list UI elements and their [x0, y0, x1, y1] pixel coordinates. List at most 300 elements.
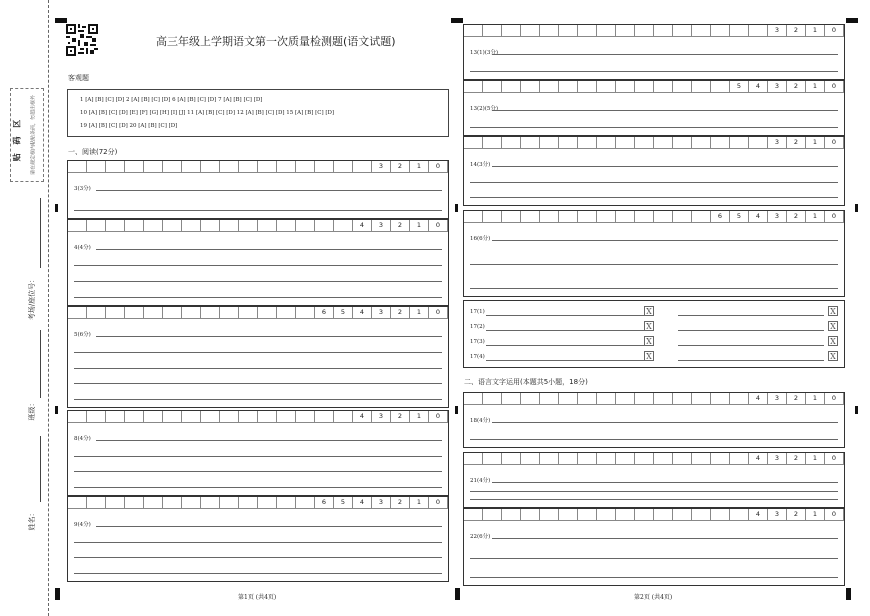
answer-line[interactable] — [492, 166, 838, 167]
blank-grid-cell — [87, 497, 106, 508]
answer-line[interactable] — [470, 127, 838, 128]
blank-grid-cell — [559, 25, 578, 36]
question-label: 4(4分) — [74, 245, 91, 251]
score-cell[interactable]: 0 — [429, 161, 448, 172]
blank-grid-cell — [182, 220, 201, 231]
score-cell[interactable]: 2 — [391, 411, 410, 422]
score-grid — [68, 497, 448, 509]
blank-grid-cell — [220, 220, 239, 231]
blank-grid-cell — [654, 81, 673, 92]
blank-grid-cell — [315, 411, 334, 422]
answer-box-q13-2 — [463, 80, 845, 136]
score-cell[interactable]: 0 — [429, 220, 448, 231]
blank-grid-cell — [521, 453, 540, 464]
answer-line[interactable] — [470, 577, 838, 578]
qr-code — [66, 24, 98, 56]
blank-grid-cell — [521, 393, 540, 404]
blank-grid-cell — [540, 211, 559, 222]
answer-box-q16 — [463, 210, 845, 297]
score-cell[interactable]: 1 — [410, 307, 429, 318]
score-cell[interactable]: 4 — [353, 497, 372, 508]
blank-grid-cell — [578, 453, 597, 464]
blank-grid-cell — [296, 411, 315, 422]
blank-grid-cell — [182, 411, 201, 422]
answer-box-q17 — [463, 300, 845, 368]
answer-line[interactable] — [96, 526, 442, 527]
score-cell[interactable]: 2 — [787, 211, 806, 222]
blank-grid-cell — [144, 411, 163, 422]
blank-grid-cell — [87, 411, 106, 422]
score-cell[interactable]: 0 — [429, 307, 448, 318]
score-cell[interactable]: 4 — [749, 81, 768, 92]
answer-box-q14 — [463, 136, 845, 206]
answer-line[interactable] — [486, 315, 644, 316]
blank-grid-cell — [144, 220, 163, 231]
score-cell[interactable]: 6 — [315, 307, 334, 318]
blank-grid-cell — [483, 25, 502, 36]
answer-line[interactable] — [74, 352, 442, 353]
blank-grid-cell — [616, 509, 635, 520]
answer-line[interactable] — [74, 297, 442, 298]
score-grid — [68, 307, 448, 319]
timing-mark — [455, 204, 458, 212]
answer-line[interactable] — [96, 440, 442, 441]
blank-grid-cell — [483, 393, 502, 404]
blank-grid-cell — [711, 81, 730, 92]
score-cell[interactable]: 3 — [372, 411, 391, 422]
score-cell[interactable]: 1 — [806, 211, 825, 222]
blank-grid-cell — [296, 161, 315, 172]
blank-grid-cell — [635, 137, 654, 148]
corner-mark — [846, 18, 858, 23]
section-title-reading: 一、阅读(72分) — [68, 148, 118, 156]
objective-row[interactable]: 10 [A] [B] [C] [D] [E] [F] [G] [H] [I] [J] 11 [A] [B] [C] [D] 12 [A] [B] [C] [D] 15 [A] [B] [C] [D] — [80, 110, 335, 116]
score-cell[interactable]: 5 — [730, 211, 749, 222]
score-grid — [464, 509, 844, 521]
question-label: 8(4分) — [74, 436, 91, 442]
score-cell[interactable]: 2 — [787, 509, 806, 520]
answer-line[interactable] — [486, 330, 644, 331]
blank-grid-cell — [125, 307, 144, 318]
blank-grid-cell — [182, 307, 201, 318]
score-cell[interactable]: 2 — [391, 307, 410, 318]
answer-line[interactable] — [96, 249, 442, 250]
blank-grid-cell — [540, 137, 559, 148]
blank-grid-cell — [559, 211, 578, 222]
answer-box-q3 — [67, 160, 449, 219]
score-cell[interactable]: 2 — [391, 220, 410, 231]
error-mark-box[interactable]: X — [828, 351, 838, 361]
blank-grid-cell — [220, 497, 239, 508]
score-grid — [68, 220, 448, 232]
answer-line[interactable] — [470, 491, 838, 492]
blank-grid-cell — [597, 393, 616, 404]
blank-grid-cell — [502, 453, 521, 464]
blank-grid-cell — [673, 509, 692, 520]
blank-grid-cell — [296, 307, 315, 318]
score-cell[interactable]: 1 — [806, 81, 825, 92]
blank-grid-cell — [201, 411, 220, 422]
blank-grid-cell — [334, 161, 353, 172]
blank-grid-cell — [597, 137, 616, 148]
score-cell[interactable]: 3 — [768, 211, 787, 222]
blank-grid-cell — [635, 393, 654, 404]
answer-line[interactable] — [492, 240, 838, 241]
answer-line[interactable] — [74, 265, 442, 266]
blank-grid-cell — [483, 211, 502, 222]
score-cell[interactable]: 2 — [787, 393, 806, 404]
timing-mark — [855, 406, 858, 414]
blank-grid-cell — [521, 81, 540, 92]
error-mark-box[interactable]: X — [828, 306, 838, 316]
blank-grid-cell — [277, 161, 296, 172]
blank-grid-cell — [502, 211, 521, 222]
score-cell[interactable]: 2 — [391, 497, 410, 508]
answer-line[interactable] — [74, 399, 442, 400]
blank-grid-cell — [635, 81, 654, 92]
blank-grid-cell — [578, 509, 597, 520]
answer-line[interactable] — [74, 368, 442, 369]
answer-line[interactable] — [470, 197, 838, 198]
score-cell[interactable]: 1 — [806, 453, 825, 464]
blank-grid-cell — [277, 497, 296, 508]
blank-grid-cell — [673, 25, 692, 36]
answer-line[interactable] — [492, 110, 838, 111]
score-cell[interactable]: 0 — [825, 453, 844, 464]
score-cell[interactable]: 2 — [787, 137, 806, 148]
score-cell[interactable]: 1 — [806, 393, 825, 404]
answer-line[interactable] — [74, 487, 442, 488]
seat-line — [40, 330, 41, 398]
blank-grid-cell — [258, 307, 277, 318]
blank-grid-cell — [597, 25, 616, 36]
name-label: 姓名： — [28, 509, 36, 531]
blank-grid-cell — [521, 509, 540, 520]
error-mark-box[interactable]: X — [828, 336, 838, 346]
answer-line[interactable] — [96, 190, 442, 191]
blank-grid-cell — [616, 25, 635, 36]
blank-grid-cell — [315, 220, 334, 231]
section-title-language: 二、语言文字运用(本题共5小题，18分) — [464, 378, 588, 386]
score-cell[interactable]: 2 — [787, 453, 806, 464]
objective-row[interactable]: 19 [A] [B] [C] [D] 20 [A] [B] [C] [D] — [80, 123, 178, 129]
q17-label: 17(1) — [470, 309, 485, 315]
blank-grid-cell — [578, 25, 597, 36]
score-cell[interactable]: 3 — [372, 497, 391, 508]
blank-grid-cell — [483, 137, 502, 148]
score-cell[interactable]: 3 — [768, 509, 787, 520]
score-cell[interactable]: 1 — [410, 497, 429, 508]
answer-line[interactable] — [74, 210, 442, 211]
error-mark-box[interactable]: X — [644, 336, 654, 346]
blank-grid-cell — [502, 509, 521, 520]
answer-box-q9 — [67, 496, 449, 582]
blank-grid-cell — [616, 211, 635, 222]
answer-box-q5 — [67, 306, 449, 408]
answer-line[interactable] — [492, 538, 838, 539]
answer-line[interactable] — [74, 557, 442, 558]
score-cell[interactable]: 1 — [806, 509, 825, 520]
answer-box-q18 — [463, 392, 845, 448]
score-cell[interactable]: 4 — [749, 393, 768, 404]
timing-mark — [55, 406, 58, 414]
blank-grid-cell — [692, 211, 711, 222]
blank-grid-cell — [239, 411, 258, 422]
corner-mark — [455, 588, 460, 600]
class-line — [40, 436, 41, 502]
objective-row[interactable]: 1 [A] [B] [C] [D] 2 [A] [B] [C] [D] 6 [A] [B] [C] [D] 7 [A] [B] [C] [D] — [80, 97, 263, 103]
blank-grid-cell — [182, 161, 201, 172]
answer-line[interactable] — [486, 345, 644, 346]
score-cell[interactable]: 0 — [429, 497, 448, 508]
score-cell[interactable]: 1 — [410, 220, 429, 231]
blank-grid-cell — [540, 453, 559, 464]
page-footer-1: 第1页 (共4页) — [238, 594, 277, 601]
blank-grid-cell — [616, 81, 635, 92]
blank-grid-cell — [334, 220, 353, 231]
blank-grid-cell — [106, 411, 125, 422]
blank-grid-cell — [163, 161, 182, 172]
objective-label: 客观题 — [68, 74, 89, 82]
score-cell[interactable]: 4 — [749, 453, 768, 464]
score-cell[interactable]: 2 — [787, 25, 806, 36]
score-cell[interactable]: 4 — [353, 220, 372, 231]
blank-grid-cell — [296, 497, 315, 508]
answer-line[interactable] — [470, 182, 838, 183]
blank-grid-cell — [521, 211, 540, 222]
blank-grid-cell — [616, 137, 635, 148]
corner-mark — [55, 588, 60, 600]
blank-grid-cell — [559, 509, 578, 520]
score-cell[interactable]: 5 — [334, 307, 353, 318]
blank-grid-cell — [464, 453, 483, 464]
answer-line[interactable] — [470, 499, 838, 500]
score-cell[interactable]: 1 — [806, 137, 825, 148]
blank-grid-cell — [68, 307, 87, 318]
blank-grid-cell — [673, 137, 692, 148]
blank-grid-cell — [464, 137, 483, 148]
score-cell[interactable]: 3 — [372, 307, 391, 318]
answer-line[interactable] — [486, 360, 644, 361]
binding-line — [48, 0, 49, 616]
sticker-title: 贴 码 区 — [11, 116, 22, 162]
blank-grid-cell — [692, 25, 711, 36]
blank-grid-cell — [201, 161, 220, 172]
blank-grid-cell — [125, 497, 144, 508]
answer-line[interactable] — [74, 573, 442, 574]
score-cell[interactable]: 1 — [410, 411, 429, 422]
score-cell[interactable]: 0 — [825, 509, 844, 520]
blank-grid-cell — [578, 81, 597, 92]
answer-line[interactable] — [74, 542, 442, 543]
question-label: 22(6分) — [470, 534, 491, 540]
blank-grid-cell — [296, 220, 315, 231]
blank-grid-cell — [616, 453, 635, 464]
blank-grid-cell — [239, 220, 258, 231]
error-mark-box[interactable]: X — [828, 321, 838, 331]
error-mark-box[interactable]: X — [644, 321, 654, 331]
blank-grid-cell — [502, 393, 521, 404]
error-mark-box[interactable]: X — [644, 306, 654, 316]
blank-grid-cell — [673, 393, 692, 404]
score-cell[interactable]: 3 — [768, 393, 787, 404]
score-cell[interactable]: 5 — [334, 497, 353, 508]
score-cell[interactable]: 0 — [825, 25, 844, 36]
blank-grid-cell — [654, 25, 673, 36]
blank-grid-cell — [125, 220, 144, 231]
score-cell[interactable]: 4 — [353, 307, 372, 318]
blank-grid-cell — [692, 137, 711, 148]
blank-grid-cell — [559, 137, 578, 148]
blank-grid-cell — [464, 211, 483, 222]
blank-grid-cell — [464, 509, 483, 520]
sticker-note: 请在规定框内粘贴条码，勿超出框外 — [30, 94, 37, 176]
blank-grid-cell — [711, 137, 730, 148]
blank-grid-cell — [616, 393, 635, 404]
timing-mark — [55, 204, 58, 212]
blank-grid-cell — [502, 81, 521, 92]
blank-grid-cell — [201, 497, 220, 508]
blank-grid-cell — [87, 307, 106, 318]
blank-grid-cell — [711, 393, 730, 404]
blank-grid-cell — [68, 220, 87, 231]
answer-line[interactable] — [470, 288, 838, 289]
blank-grid-cell — [68, 497, 87, 508]
blank-grid-cell — [730, 137, 749, 148]
score-cell[interactable]: 3 — [768, 453, 787, 464]
blank-grid-cell — [730, 509, 749, 520]
score-cell[interactable]: 6 — [711, 211, 730, 222]
blank-grid-cell — [464, 393, 483, 404]
blank-grid-cell — [277, 307, 296, 318]
answer-line[interactable] — [74, 281, 442, 282]
question-label: 13(1)(3分) — [470, 50, 499, 56]
blank-grid-cell — [559, 393, 578, 404]
score-cell[interactable]: 2 — [391, 161, 410, 172]
score-cell[interactable]: 1 — [410, 161, 429, 172]
score-cell[interactable]: 6 — [315, 497, 334, 508]
answer-line[interactable] — [492, 422, 838, 423]
score-cell[interactable]: 3 — [768, 25, 787, 36]
blank-grid-cell — [711, 453, 730, 464]
blank-grid-cell — [635, 211, 654, 222]
answer-line[interactable] — [678, 345, 824, 346]
answer-line[interactable] — [678, 330, 824, 331]
score-grid — [464, 137, 844, 149]
blank-grid-cell — [125, 161, 144, 172]
blank-grid-cell — [125, 411, 144, 422]
blank-grid-cell — [597, 453, 616, 464]
blank-grid-cell — [163, 411, 182, 422]
score-cell[interactable]: 4 — [749, 509, 768, 520]
answer-line[interactable] — [470, 71, 838, 72]
blank-grid-cell — [182, 497, 201, 508]
answer-line[interactable] — [470, 558, 838, 559]
score-cell[interactable]: 0 — [825, 393, 844, 404]
question-label: 9(4分) — [74, 522, 91, 528]
corner-mark — [55, 18, 67, 23]
answer-line[interactable] — [492, 482, 838, 483]
score-cell[interactable]: 4 — [749, 211, 768, 222]
answer-box-q22 — [463, 508, 845, 586]
barcode-sticker-area — [10, 88, 44, 182]
blank-grid-cell — [540, 81, 559, 92]
blank-grid-cell — [239, 307, 258, 318]
answer-box-q21 — [463, 452, 845, 508]
question-label: 3(3分) — [74, 186, 91, 192]
question-label: 14(3分) — [470, 162, 491, 168]
score-cell[interactable]: 4 — [353, 411, 372, 422]
blank-grid-cell — [749, 137, 768, 148]
blank-grid-cell — [521, 25, 540, 36]
blank-grid-cell — [654, 393, 673, 404]
blank-grid-cell — [559, 81, 578, 92]
score-cell[interactable]: 0 — [825, 137, 844, 148]
blank-grid-cell — [239, 161, 258, 172]
blank-grid-cell — [654, 453, 673, 464]
seat-line — [40, 198, 41, 268]
error-mark-box[interactable]: X — [644, 351, 654, 361]
page-footer-2: 第2页 (共4页) — [634, 594, 673, 601]
blank-grid-cell — [749, 25, 768, 36]
blank-grid-cell — [540, 393, 559, 404]
seat-label: 考场/座位号： — [28, 275, 36, 321]
blank-grid-cell — [635, 25, 654, 36]
question-label: 5(6分) — [74, 332, 91, 338]
blank-grid-cell — [559, 453, 578, 464]
blank-grid-cell — [502, 137, 521, 148]
answer-line[interactable] — [74, 471, 442, 472]
score-cell[interactable]: 0 — [429, 411, 448, 422]
question-label: 13(2)(5分) — [470, 106, 499, 112]
blank-grid-cell — [353, 161, 372, 172]
blank-grid-cell — [597, 211, 616, 222]
score-grid — [464, 81, 844, 93]
score-cell[interactable]: 1 — [806, 25, 825, 36]
score-cell[interactable]: 3 — [372, 220, 391, 231]
answer-line[interactable] — [470, 439, 838, 440]
answer-line[interactable] — [678, 315, 824, 316]
score-cell[interactable]: 3 — [372, 161, 391, 172]
score-grid — [68, 411, 448, 423]
answer-line[interactable] — [74, 383, 442, 384]
blank-grid-cell — [277, 411, 296, 422]
corner-mark — [451, 18, 463, 23]
score-cell[interactable]: 2 — [787, 81, 806, 92]
objective-answer-box — [67, 89, 449, 137]
score-cell[interactable]: 5 — [730, 81, 749, 92]
score-cell[interactable]: 3 — [768, 81, 787, 92]
score-cell[interactable]: 0 — [825, 211, 844, 222]
answer-line[interactable] — [492, 54, 838, 55]
answer-line[interactable] — [470, 264, 838, 265]
answer-line[interactable] — [96, 336, 442, 337]
blank-grid-cell — [68, 161, 87, 172]
score-cell[interactable]: 3 — [768, 137, 787, 148]
answer-line[interactable] — [74, 456, 442, 457]
score-cell[interactable]: 0 — [825, 81, 844, 92]
blank-grid-cell — [163, 497, 182, 508]
blank-grid-cell — [635, 509, 654, 520]
score-grid — [68, 161, 448, 173]
blank-grid-cell — [673, 211, 692, 222]
blank-grid-cell — [68, 411, 87, 422]
blank-grid-cell — [673, 453, 692, 464]
answer-line[interactable] — [678, 360, 824, 361]
blank-grid-cell — [540, 509, 559, 520]
blank-grid-cell — [464, 81, 483, 92]
q17-label: 17(3) — [470, 339, 485, 345]
